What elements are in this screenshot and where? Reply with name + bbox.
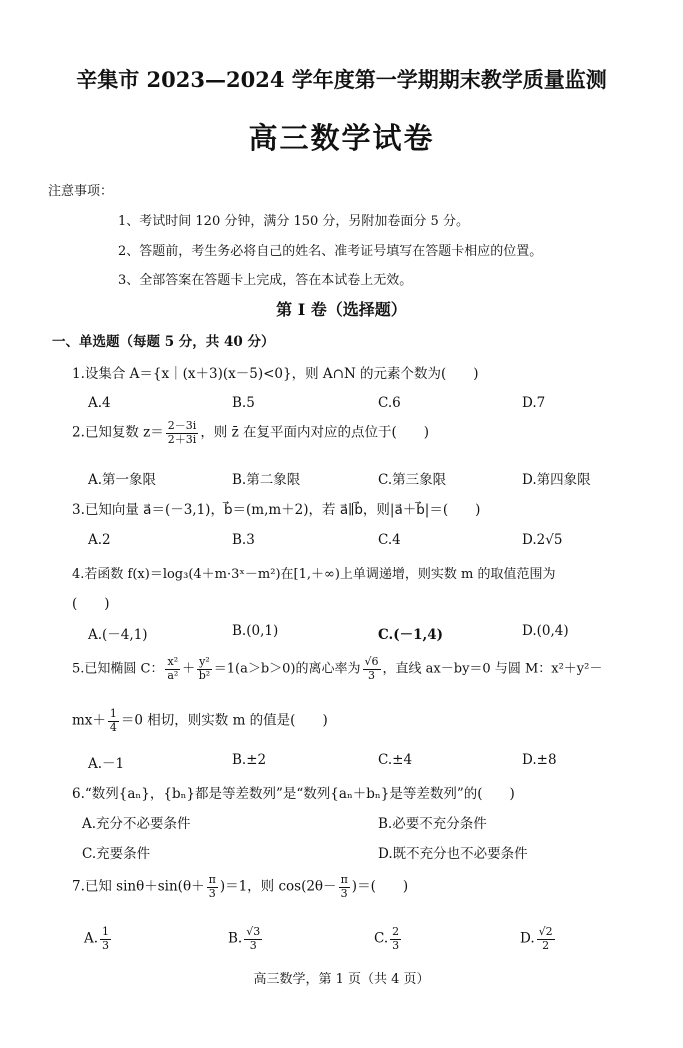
fraction-denominator: 3 [249, 938, 257, 952]
question-3-option-b: B.3 [232, 532, 255, 548]
exam-header-title: 辛集市 2023—2024 学年度第一学期期末教学质量监测 [76, 67, 607, 92]
exam-subject-title: 高三数学试卷 [248, 121, 435, 155]
question-6-stem: 6.“数列{aₙ}，{bₙ}都是等差数列”是“数列{aₙ＋bₙ}是等差数列”的( ) [72, 786, 515, 802]
option-fraction [537, 926, 555, 952]
question-2-option-a: A.第一象限 [88, 472, 157, 488]
question-1-option-c: C.6 [378, 395, 401, 411]
question-5-option-a: A.－1 [88, 756, 125, 772]
option-letter: C. [374, 930, 389, 947]
option-fraction [100, 926, 111, 952]
question-3-stem: 3.已知向量 a⃗＝(－3,1)，b⃗＝(m,m＋2)，若 a⃗∥b⃗，则|a⃗＋b⃗|＝( ) [72, 502, 481, 518]
question-1-stem: 1.设集合 A＝{x｜(x＋3)(x－5)<0}，则 A∩N 的元素个数为( ) [72, 366, 479, 382]
question-4-option-b: B.(0,1) [232, 623, 279, 639]
question-2-fraction [166, 420, 199, 446]
question-3-option-d: D.2√5 [522, 532, 563, 548]
question-4-stem: 4.若函数 f(x)＝log₃(4＋m·3ˣ－m²)在[1,＋∞)上单调递增，则实数 m 的取值范围为 [72, 567, 556, 582]
fraction-denominator: b² [198, 668, 211, 682]
part-title: 第 I 卷（选择题） [276, 300, 407, 319]
option-fraction [390, 926, 401, 952]
question-5-fraction-x [165, 656, 180, 682]
question-2-option-d: D.第四象限 [522, 472, 591, 488]
question-4-stem-continued: ( ) [72, 596, 110, 612]
fraction-denominator: 3 [102, 938, 110, 952]
fraction-numerator: π [340, 873, 348, 886]
note-item: 2、答题前，考生务必将自己的姓名、准考证号填写在答题卡相应的位置。 [118, 244, 543, 259]
question-6-option-c: C.充要条件 [82, 846, 151, 862]
question-7-mid: )＝1，则 cos(2θ－ [219, 878, 337, 895]
question-7-stem-pre: 7.已知 sinθ＋sin(θ＋ [72, 878, 205, 895]
fraction-numerator: x² [167, 655, 179, 668]
question-6-option-a: A.充分不必要条件 [82, 816, 191, 832]
question-2-option-c: C.第三象限 [378, 472, 447, 488]
question-6-option-d: D.既不充分也不必要条件 [378, 846, 528, 862]
question-5-option-c: C.±4 [378, 752, 413, 768]
question-5-plus: ＋ [182, 661, 196, 677]
question-1-option-a: A.4 [88, 395, 111, 411]
question-7-stem [72, 874, 408, 900]
question-5-option-b: B.±2 [232, 752, 267, 768]
question-7-fraction-2 [339, 874, 350, 900]
question-5-stem [72, 656, 602, 682]
question-7-option-a [84, 926, 113, 952]
option-fraction [244, 926, 262, 952]
question-5-option-d: D.±8 [522, 752, 557, 768]
question-4-option-a: A.(－4,1) [88, 627, 148, 643]
fraction-denominator: 3 [392, 938, 400, 952]
question-5-stem-post: ，直线 ax－by＝0 与圆 M：x²＋y²－ [382, 661, 603, 677]
question-7-option-d [520, 926, 557, 952]
fraction-numerator: 2－3i [167, 419, 197, 432]
question-6-option-b: B.必要不充分条件 [378, 816, 487, 832]
fraction-numerator: √6 [364, 655, 379, 668]
fraction-numerator: π [208, 873, 216, 886]
fraction-denominator: 4 [109, 720, 117, 734]
note-item: 3、全部答案在答题卡上完成，答在本试卷上无效。 [118, 273, 413, 288]
section-title: 一、单选题（每题 5 分，共 40 分） [52, 334, 275, 350]
notes-heading: 注意事项： [48, 184, 114, 199]
question-5-stem-line2 [72, 708, 328, 734]
fraction-numerator: 1 [102, 925, 110, 938]
fraction-numerator: y² [199, 655, 210, 668]
question-7-fraction-1 [207, 874, 218, 900]
question-7-stem-post: )＝( ) [351, 878, 409, 895]
question-5-line2-pre: mx＋ [72, 712, 106, 729]
question-7-option-c [374, 926, 403, 952]
fraction-denominator: 2 [542, 938, 550, 952]
fraction-denominator: 3 [208, 886, 216, 900]
question-5-line2-post: ＝0 相切，则实数 m 的值是( ) [120, 712, 328, 729]
note-item: 1、考试时间 120 分钟，满分 150 分，另附加卷面分 5 分。 [118, 214, 469, 229]
question-3-option-a: A.2 [88, 532, 111, 548]
question-4-option-c: C.(－1,4) [378, 627, 443, 643]
option-letter: A. [84, 930, 99, 947]
question-2-option-b: B.第二象限 [232, 472, 301, 488]
fraction-denominator: 2＋3i [167, 432, 197, 446]
question-5-fraction-quarter [108, 708, 119, 734]
fraction-numerator: 1 [109, 707, 117, 720]
question-5-mid: ＝1(a＞b＞0)的离心率为 [213, 661, 361, 677]
fraction-numerator: √2 [538, 925, 553, 938]
option-letter: B. [228, 930, 243, 947]
page-footer: 高三数学，第 1 页（共 4 页） [253, 972, 430, 987]
question-5-fraction-e [363, 656, 381, 682]
fraction-denominator: 3 [340, 886, 348, 900]
question-3-option-c: C.4 [378, 532, 401, 548]
question-2-stem [72, 420, 429, 446]
question-5-fraction-y [197, 656, 212, 682]
question-2-stem-post: ，则 z̄ 在复平面内对应的点位于( ) [200, 424, 430, 441]
question-7-option-b [228, 926, 264, 952]
question-1-option-d: D.7 [522, 395, 546, 411]
question-1-option-b: B.5 [232, 395, 255, 411]
question-4-option-d: D.(0,4) [522, 623, 569, 639]
question-5-stem-pre: 5.已知椭圆 C： [72, 661, 164, 677]
fraction-numerator: 2 [392, 925, 400, 938]
fraction-numerator: √3 [246, 925, 261, 938]
question-2-stem-pre: 2.已知复数 z＝ [72, 424, 164, 441]
fraction-denominator: a² [167, 668, 179, 682]
option-letter: D. [520, 930, 535, 947]
fraction-denominator: 3 [368, 668, 376, 682]
